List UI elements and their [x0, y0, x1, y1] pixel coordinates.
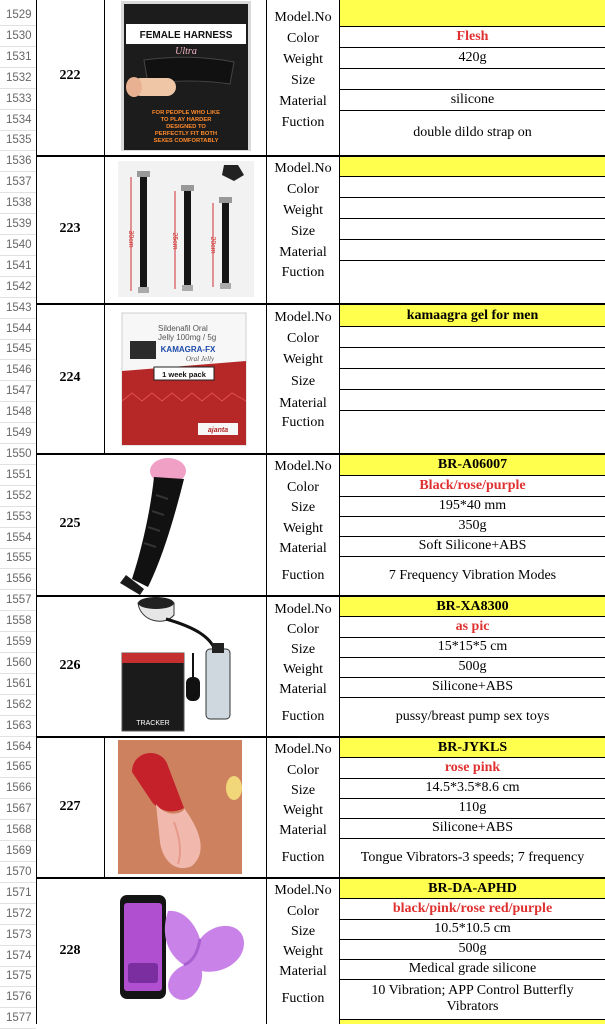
label-material: Material: [279, 822, 327, 838]
kamagra-box-illustration: [104, 305, 266, 453]
product-number: 225: [59, 516, 81, 531]
strap-on-box-illustration: [104, 0, 266, 155]
value-color: Black/rose/purple: [419, 477, 526, 493]
row-number: 1549: [0, 423, 36, 444]
value-material: [340, 389, 605, 410]
row-number: 1567: [0, 799, 36, 820]
row-number: 1539: [0, 214, 36, 235]
value-function: double dildo strap on: [413, 124, 532, 140]
label-weight: Weight: [282, 661, 324, 677]
value-model-no: [340, 0, 605, 26]
row-number: 1534: [0, 110, 36, 131]
value-model-no: BR-DA-APHD: [340, 879, 605, 898]
product-block-224: [36, 303, 605, 453]
label-material: Material: [279, 93, 327, 109]
row-number-gutter: [0, 0, 36, 1024]
product-number: 223: [59, 221, 81, 236]
value-model-no: BR-JYKLS: [340, 738, 605, 757]
length-label-25: 25cm: [171, 232, 178, 250]
row-number: 1545: [0, 339, 36, 360]
label-function: Fuction: [281, 114, 325, 130]
box-line-2: Jelly 100mg / 5g: [158, 333, 217, 342]
next-row-highlight: [340, 1020, 605, 1024]
product-block-226: [36, 595, 605, 736]
box-line-4: PERFECTLY FIT BOTH: [154, 131, 218, 137]
label-size: Size: [290, 223, 316, 239]
label-function: Fuction: [281, 850, 325, 865]
product-block-222: [36, 0, 605, 155]
product-image-pump: [104, 597, 266, 736]
label-material: Material: [279, 963, 327, 979]
label-size: Size: [290, 499, 316, 515]
value-model-no: kamaagra gel for men: [340, 305, 605, 326]
box-brand: KAMAGRA-FX: [160, 345, 216, 354]
product-image-vibrator: [104, 455, 266, 595]
row-number: 1536: [0, 151, 36, 172]
value-model-no: BR-A06007: [340, 455, 605, 475]
label-function: Fuction: [281, 414, 325, 430]
row-number: 1571: [0, 883, 36, 904]
label-size: Size: [290, 923, 316, 939]
product-image-strap-on: [104, 0, 266, 155]
box-line-1: FOR PEOPLE WHO LIKE: [152, 110, 220, 116]
row-number: 1564: [0, 737, 36, 758]
label-model-no: Model.No: [274, 458, 332, 474]
row-number: 1541: [0, 256, 36, 277]
value-color: [340, 176, 605, 197]
row-number: 1562: [0, 695, 36, 716]
value-material: silicone: [450, 91, 495, 107]
row-number: 1568: [0, 820, 36, 841]
value-function: 7 Frequency Vibration Modes: [388, 567, 557, 583]
value-model-no: BR-XA8300: [340, 597, 605, 616]
vibrator-illustration: [104, 455, 266, 595]
product-block-227: [36, 736, 605, 877]
product-block-228: [36, 877, 605, 1024]
row-number: 1537: [0, 172, 36, 193]
label-model-no: Model.No: [274, 741, 332, 757]
tongue-vibrator-illustration: [104, 738, 266, 877]
value-function: 10 Vibration; APP Control Butterfly Vibrators: [371, 983, 574, 1014]
product-image-butterfly-vibrator: [104, 879, 266, 1024]
product-image-kamagra: [104, 305, 266, 453]
value-size: 10.5*10.5 cm: [434, 921, 511, 936]
label-color: Color: [287, 903, 319, 919]
label-weight: Weight: [282, 351, 324, 367]
value-function: Tongue Vibrators-3 speeds; 7 frequency: [360, 849, 585, 865]
label-color: Color: [287, 479, 319, 495]
length-label-20: 20cm: [209, 236, 216, 254]
product-number: 224: [59, 370, 81, 385]
row-number: 1577: [0, 1008, 36, 1029]
row-number: 1575: [0, 966, 36, 987]
label-material: Material: [279, 244, 327, 260]
label-weight: Weight: [282, 943, 324, 959]
row-number: 1570: [0, 862, 36, 883]
value-color: [340, 326, 605, 347]
label-color: Color: [287, 330, 319, 346]
product-image-tongue-vibrator: [104, 738, 266, 877]
row-number: 1540: [0, 235, 36, 256]
value-size: [340, 68, 605, 89]
row-number: 1554: [0, 528, 36, 549]
value-material: Medical grade silicone: [408, 961, 537, 976]
product-number: 226: [59, 657, 81, 673]
extension-rods-illustration: [104, 157, 266, 303]
row-number: 1533: [0, 89, 36, 110]
label-function: Fuction: [281, 709, 325, 724]
row-number: 1576: [0, 987, 36, 1008]
pump-illustration: [104, 597, 266, 736]
label-color: Color: [287, 30, 319, 46]
row-number: 1552: [0, 486, 36, 507]
row-number: 1548: [0, 402, 36, 423]
value-material: Silicone+ABS: [431, 820, 513, 835]
row-number: 1529: [0, 5, 36, 26]
label-model-no: Model.No: [274, 9, 332, 25]
value-model-no: [340, 157, 605, 176]
product-number: 228: [59, 942, 81, 958]
label-model-no: Model.No: [274, 601, 332, 617]
row-number: 1563: [0, 716, 36, 737]
value-weight: [340, 347, 605, 368]
product-number: 227: [59, 798, 81, 814]
label-material: Material: [279, 540, 327, 556]
value-weight: 350g: [458, 518, 487, 533]
value-color: Flesh: [456, 28, 489, 44]
row-number: 1532: [0, 68, 36, 89]
box-sub: Oral Jelly: [185, 355, 215, 363]
label-model-no: Model.No: [274, 882, 332, 898]
row-number: 1551: [0, 465, 36, 486]
label-size: Size: [290, 72, 316, 88]
label-color: Color: [287, 621, 319, 637]
label-material: Material: [279, 681, 327, 697]
row-number: 1553: [0, 507, 36, 528]
row-number: 1569: [0, 841, 36, 862]
label-weight: Weight: [282, 802, 324, 818]
row-number: 1560: [0, 653, 36, 674]
box-pack: 1 week pack: [162, 370, 206, 379]
value-function: [340, 260, 605, 303]
row-number: 1550: [0, 444, 36, 465]
label-weight: Weight: [282, 520, 324, 536]
box-line-2: TO PLAY HARDER: [160, 117, 212, 123]
value-weight: 110g: [458, 800, 487, 815]
label-material: Material: [279, 395, 327, 411]
row-number: 1556: [0, 569, 36, 590]
box-title: FEMALE HARNESS: [139, 30, 233, 41]
label-function: Fuction: [281, 991, 325, 1006]
row-number: 1559: [0, 632, 36, 653]
row-number: 1531: [0, 47, 36, 68]
row-number: 1557: [0, 590, 36, 611]
row-number: 1573: [0, 925, 36, 946]
box-maker: ajanta: [207, 427, 229, 434]
value-color: rose pink: [444, 759, 501, 775]
value-weight: [340, 197, 605, 218]
value-color: as pic: [455, 618, 490, 634]
label-model-no: Model.No: [274, 309, 332, 325]
label-function: Fuction: [281, 264, 325, 280]
row-number: 1535: [0, 130, 36, 151]
row-number: 1547: [0, 381, 36, 402]
row-number: 1544: [0, 319, 36, 340]
box-line-3: DESIGNED TO: [166, 124, 206, 130]
pump-box-label: TRACKER: [136, 720, 170, 727]
label-size: Size: [290, 782, 316, 798]
label-size: Size: [290, 641, 316, 657]
row-number: 1546: [0, 360, 36, 381]
label-function: Fuction: [281, 568, 325, 583]
value-material: Soft Silicone+ABS: [418, 538, 527, 553]
value-size: [340, 368, 605, 389]
box-line-1: Sildenafil Oral: [158, 324, 208, 333]
value-material: [340, 239, 605, 260]
value-size: [340, 218, 605, 239]
label-weight: Weight: [282, 202, 324, 218]
product-block-225: [36, 453, 605, 595]
row-number: 1542: [0, 277, 36, 298]
butterfly-vibrator-illustration: [104, 879, 266, 1024]
value-weight: 500g: [458, 941, 487, 956]
value-size: 15*15*5 cm: [437, 639, 508, 654]
value-weight: 500g: [458, 659, 487, 674]
label-color: Color: [287, 181, 319, 197]
row-number: 1561: [0, 674, 36, 695]
row-number: 1530: [0, 26, 36, 47]
value-size: 14.5*3.5*8.6 cm: [425, 780, 520, 795]
value-function: pussy/breast pump sex toys: [395, 708, 550, 724]
value-weight: 420g: [458, 49, 487, 65]
row-number: 1558: [0, 611, 36, 632]
product-block-223: [36, 155, 605, 303]
value-material: Silicone+ABS: [431, 679, 513, 694]
box-line-5: SEXES COMFORTABLY: [153, 138, 219, 144]
box-script: Ultra: [175, 46, 197, 57]
value-color: black/pink/rose red/purple: [392, 900, 553, 916]
row-number: 1565: [0, 757, 36, 778]
value-size: 195*40 mm: [438, 498, 507, 513]
row-number: 1572: [0, 904, 36, 925]
row-number: 1574: [0, 946, 36, 967]
label-model-no: Model.No: [274, 160, 332, 176]
product-image-extension-rods: [104, 157, 266, 303]
label-weight: Weight: [282, 51, 324, 67]
row-number: 1543: [0, 298, 36, 319]
label-size: Size: [290, 373, 316, 389]
length-label-30: 30cm: [127, 230, 134, 248]
product-sheet: [36, 0, 605, 1024]
value-function: [340, 410, 605, 453]
product-number: 222: [59, 67, 81, 83]
row-number: 1555: [0, 548, 36, 569]
row-number: 1538: [0, 193, 36, 214]
label-color: Color: [287, 762, 319, 778]
row-number: 1566: [0, 778, 36, 799]
